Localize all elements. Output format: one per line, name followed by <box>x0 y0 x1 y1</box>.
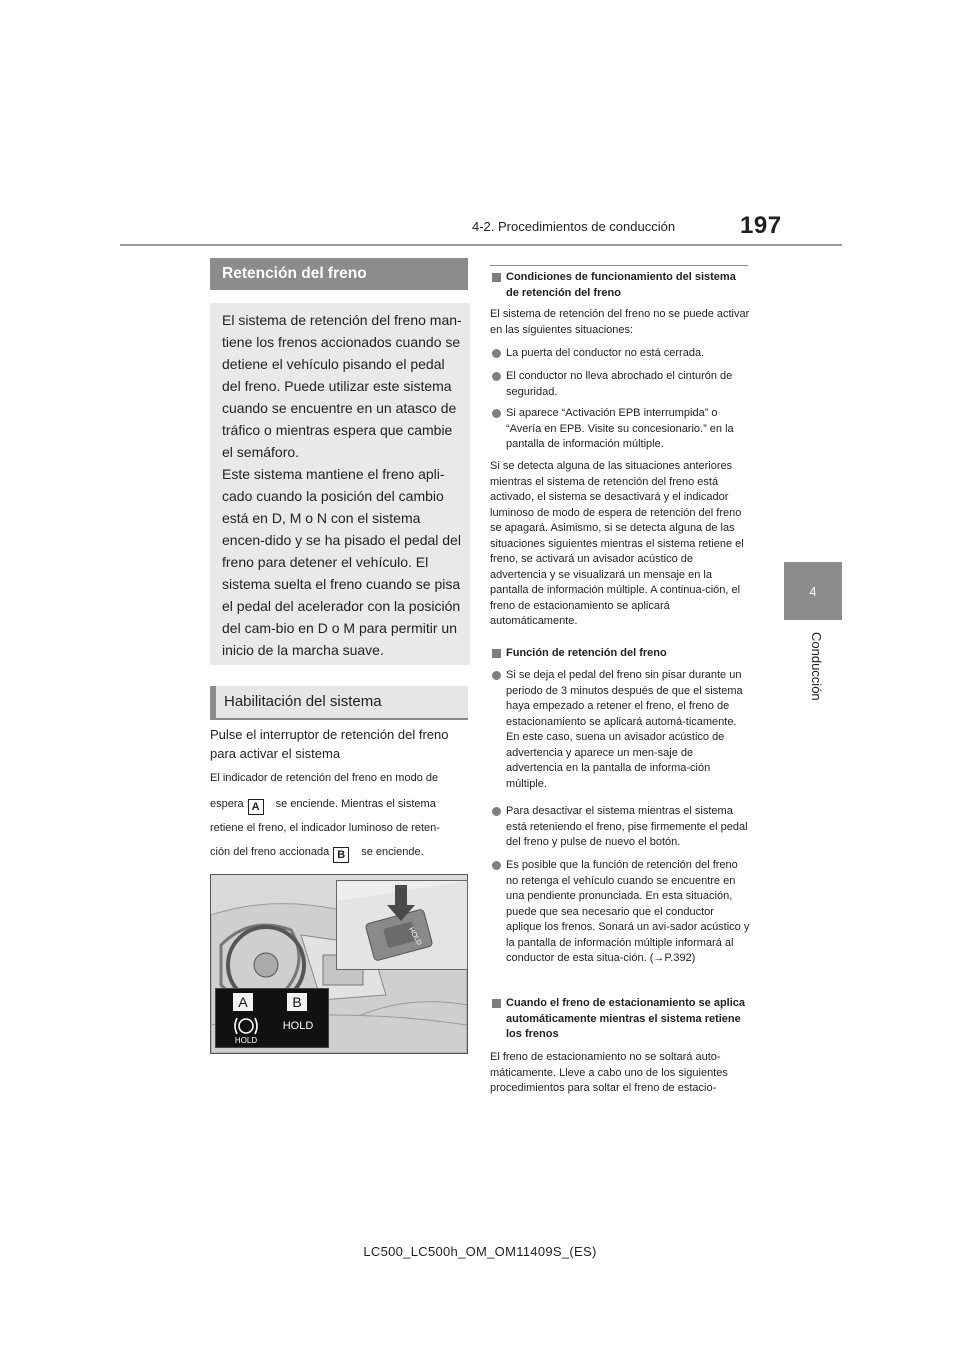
hold-switch-inset <box>336 880 468 970</box>
label-b-box: B <box>333 847 349 863</box>
section-title: Retención del freno <box>222 265 367 282</box>
subheading-bar <box>210 686 468 720</box>
document-id: LC500_LC500h_OM_OM11409S_(ES) <box>363 1244 597 1259</box>
note-line-1: El indicador de retención del freno en modo de <box>210 772 439 784</box>
hold-switch-drawing <box>337 881 467 969</box>
paragraph-conditions: El sistema de retención del freno no se puede activar en las siguientes situaciones: <box>490 308 750 336</box>
note-line-4: ción del freno accionada B se enciende. <box>210 846 424 861</box>
heading-hold-function: Función de retención del freno <box>492 646 750 662</box>
indicator-a-hold-text: HOLD <box>234 1036 258 1045</box>
label-a-box: A <box>248 799 264 815</box>
section-title-bar <box>210 258 468 290</box>
note-line-3: retiene el freno, el indicador luminoso de reten- <box>210 822 440 834</box>
square-bullet-icon <box>492 999 501 1008</box>
summary-box <box>210 303 470 665</box>
square-bullet-icon <box>492 273 501 282</box>
square-bullet-icon <box>492 649 501 658</box>
bullet-steep-slope: Es posible que la función de retención del freno no retenga el vehículo cuando se encuentre en una pendiente pronunciada. En esta situación, puede que sea necesario que el conductor aplique los frenos. Sonará un avi-sador acústico y la pantalla de información múltiple informará al conductor de esta situa-ción. (→P.392) <box>492 858 750 967</box>
bullet-epb-message: Si aparece “Activación EPB interrumpida” o “Avería en EPB. Visite su concesionario.” en la pantalla de información múltiple. <box>492 406 750 453</box>
paragraph-deactivation: Si se detecta alguna de las situaciones anteriores mientras el sistema de retención del freno está activado, el sistema se desactivará y el indicador luminoso de modo de espera de retención del freno se apagará. Asimismo, si se detecta alguna de las situaciones siguientes mientras el sistema retiene el freno, se activará un avisador acústico de advertencia y se visualizará un mensaje en la pantalla de información múltiple. A continua-ción, el freno de estacionamiento se aplicará automáticamente. <box>490 460 744 627</box>
heading-parking-brake: Cuando el freno de estacionamiento se aplica automáticamente mientras el sistema retiene los frenos <box>492 996 750 1043</box>
round-bullet-icon <box>492 349 501 358</box>
bullet-deactivate: Para desactivar el sistema mientras el sistema está reteniendo el freno, pise firmemente el pedal del freno y pulse de nuevo el botón. <box>492 804 750 851</box>
round-bullet-icon <box>492 807 501 816</box>
round-bullet-icon <box>492 671 501 680</box>
chapter-label: Conducción <box>809 632 824 701</box>
bullet-seatbelt: El conductor no lleva abrochado el cinturón de seguridad. <box>492 369 750 400</box>
chapter-number: 4 <box>809 584 817 599</box>
subheading: Habilitación del sistema <box>224 693 382 710</box>
hold-switch-text: HOLD <box>406 926 423 947</box>
indicator-b-label: B <box>287 993 307 1011</box>
indicator-b-hold-text: HOLD <box>282 1020 314 1032</box>
brake-hold-standby-icon <box>232 1015 260 1037</box>
heading-conditions: Condiciones de funcionamiento del sistema de retención del freno <box>492 270 750 301</box>
round-bullet-icon <box>492 861 501 870</box>
summary-paragraph-2: Este sistema mantiene el freno apli-cado cuando la posición del cambio está en D, M o N con el sistema encen-dido y se ha pisado el pedal del freno para detener el vehículo. El sistema suelta el freno cuando se pisa el pedal del acelerador con la posición del cam-bio en D o M para permitir un inicio de la marcha suave. <box>222 466 461 658</box>
indicator-a-label: A <box>233 993 253 1011</box>
round-bullet-icon <box>492 409 501 418</box>
bullet-three-minutes: Si se deja el pedal del freno sin pisar durante un periodo de 3 minutos después de que el sistema haya empezado a retener el freno, el freno de estacionamiento se aplicará automá-ticamente. En este caso, suena un avisador acústico de advertencia y aparece un men-saje de advertencia en la pantalla de informa-ción múltiple. <box>492 668 750 792</box>
header-rule <box>120 244 842 246</box>
section-heading: 4-2. Procedimientos de conducción <box>472 219 676 234</box>
subheading-accent <box>210 686 216 718</box>
round-bullet-icon <box>492 372 501 381</box>
summary-paragraph-1: El sistema de retención del freno man-tiene los frenos accionados cuando se detiene el vehículo pisando el pedal del freno. Puede utilizar este sistema cuando se encuentre en un atasco de tráfico o mientras espera que cambie el semáforo. <box>222 312 462 460</box>
step-text: Pulse el interruptor de retención del freno para activar el sistema <box>210 727 449 761</box>
page-number: 197 <box>740 212 782 239</box>
bullet-door: La puerta del conductor no está cerrada. <box>492 346 750 362</box>
right-column-rule <box>490 265 748 266</box>
paragraph-parking-brake: El freno de estacionamiento no se soltará auto-máticamente. Lleve a cabo uno de los siguientes procedimientos para soltar el freno de estacio- <box>490 1051 728 1094</box>
note-line-2: espera A se enciende. Mientras el sistema <box>210 798 436 813</box>
